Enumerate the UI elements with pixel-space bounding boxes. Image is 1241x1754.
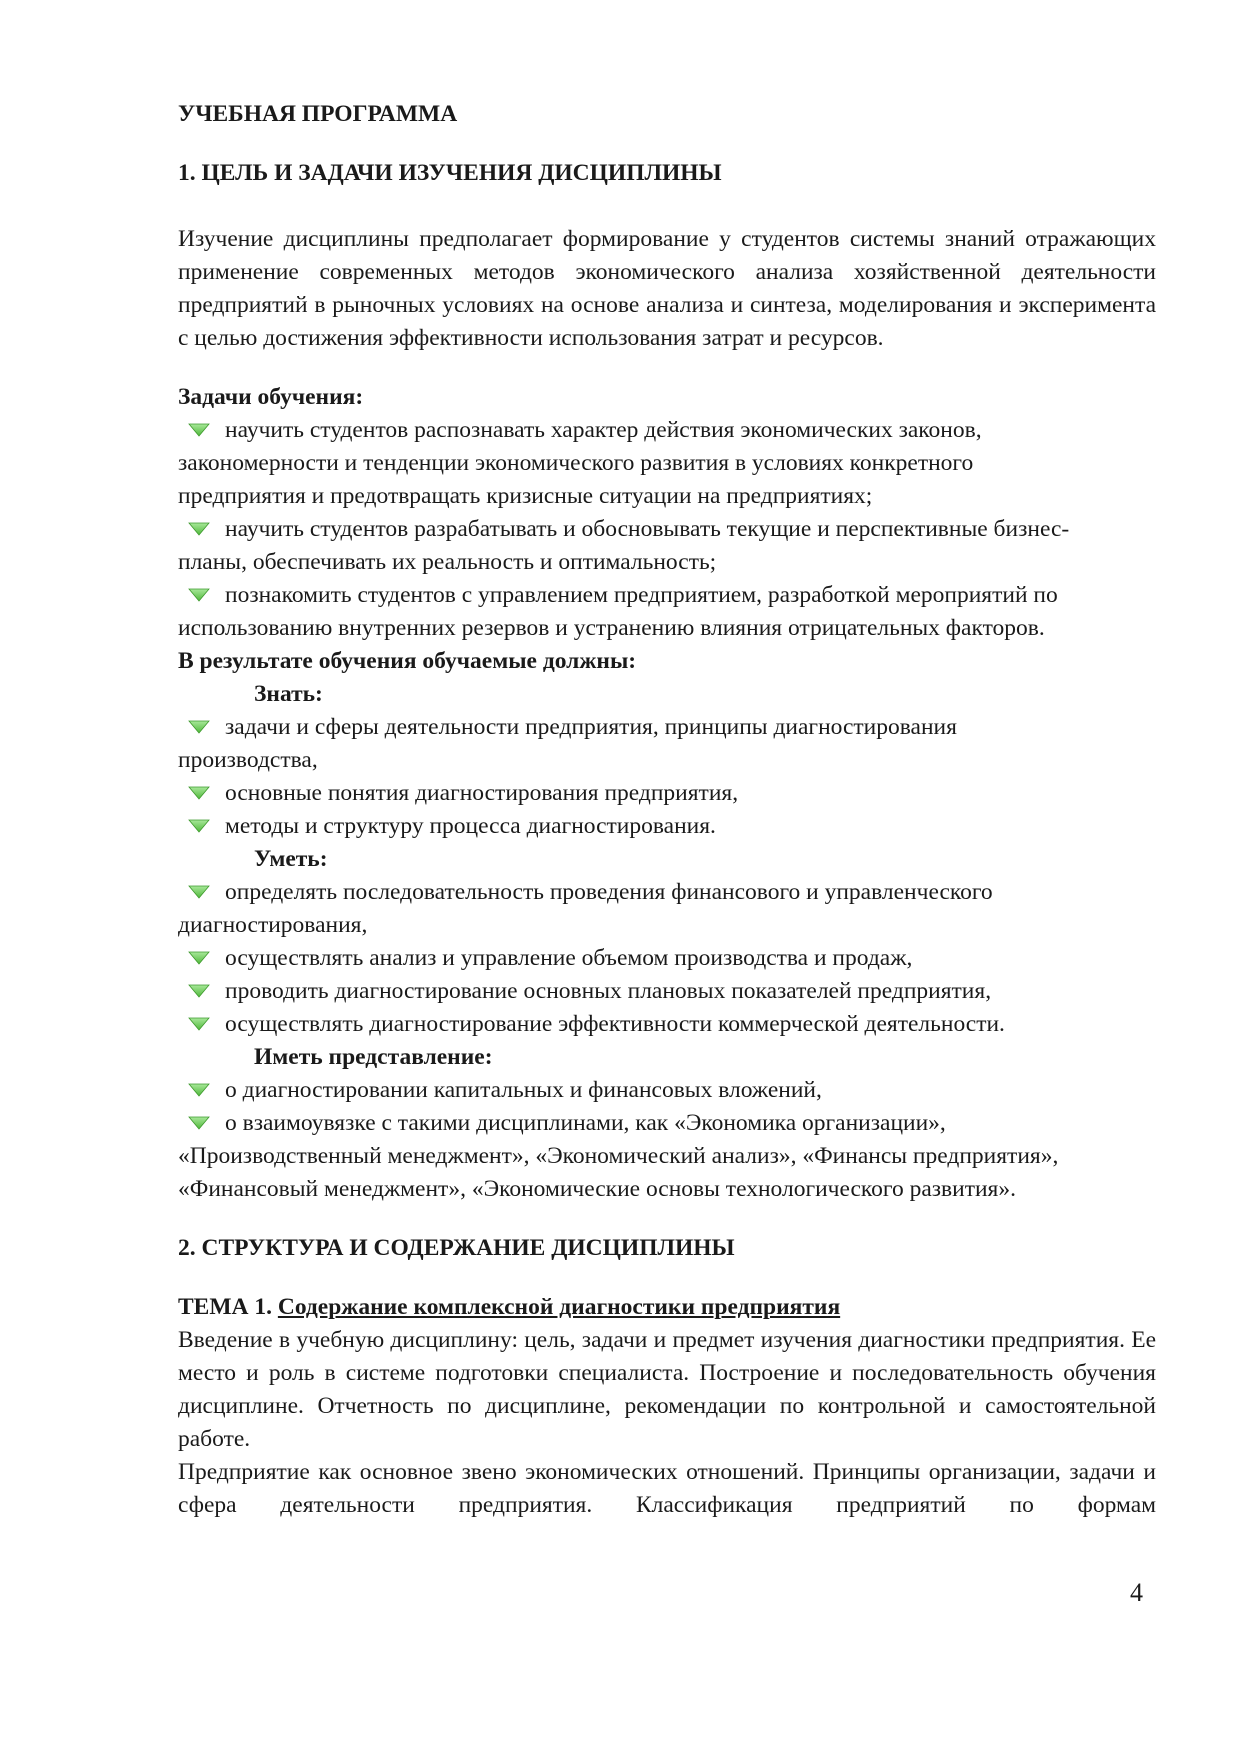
section-1-heading: 1. ЦЕЛЬ И ЗАДАЧИ ИЗУЧЕНИЯ ДИСЦИПЛИНЫ [178, 160, 722, 186]
bullet-item [178, 579, 1156, 645]
bullet-item-continuation: предприятия и предотвращать кризисные ситуации на предприятиях; [178, 483, 873, 509]
topic-1-title: Содержание комплексной диагностики предприятия [277, 1294, 841, 1320]
topic-1-heading [178, 1291, 1156, 1324]
bullet-item-first-line: определять последовательность проведения финансового и управленческого [225, 879, 993, 905]
know-heading: Знать: [254, 681, 323, 707]
section-2-heading: 2. СТРУКТУРА И СОДЕРЖАНИЕ ДИСЦИПЛИНЫ [178, 1235, 735, 1261]
idea-list [178, 1074, 1156, 1206]
bullet-item-continuation: «Финансовый менеджмент», «Экономические основы технологического развития». [178, 1176, 1016, 1202]
bullet-item [178, 777, 1156, 810]
bullet-item-first-line: о диагностировании капитальных и финансовых вложений, [225, 1077, 822, 1103]
bullet-item-continuation: диагностирования, [178, 912, 368, 938]
bullet-item [178, 1008, 1156, 1041]
results-heading: В результате обучения обучаемые должны: [178, 648, 637, 674]
topic-1-prefix: ТЕМА 1. [178, 1294, 278, 1320]
bullet-item-first-line: методы и структуру процесса диагностирования. [225, 813, 716, 839]
tasks-heading: Задачи обучения: [178, 384, 364, 410]
know-list [178, 711, 1156, 843]
bullet-item [178, 975, 1156, 1008]
idea-heading: Иметь представление: [254, 1044, 493, 1070]
tasks-list [178, 414, 1156, 645]
bullet-item-first-line: осуществлять диагностирование эффективности коммерческой деятельности. [225, 1011, 1005, 1037]
bullet-item [178, 711, 1156, 777]
can-heading: Уметь: [254, 846, 328, 872]
bullet-item [178, 414, 1156, 513]
bullet-item-continuation: планы, обеспечивать их реальность и оптимальность; [178, 549, 717, 575]
bullet-item [178, 876, 1156, 942]
intro-paragraph: Изучение дисциплины предполагает формирование у студентов системы знаний отражающих применение современных методов экономического анализа хозяйственной деятельности предприятий в рыночных условиях на основе анализа и синтеза, моделирования и эксперимента с целью достижения эффективности использования затрат и ресурсов. [178, 226, 1156, 351]
document-title: УЧЕБНАЯ ПРОГРАММА [178, 101, 458, 127]
bullet-item-first-line: осуществлять анализ и управление объемом производства и продаж, [225, 945, 913, 971]
bullet-item-first-line: научить студентов распознавать характер действия экономических законов, [225, 417, 982, 443]
document-page [178, 98, 1156, 1522]
bullet-item-continuation: закономерности и тенденции экономического развития в условиях конкретного [178, 450, 974, 476]
bullet-item-first-line: научить студентов разрабатывать и обосновывать текущие и перспективные бизнес- [225, 516, 1070, 542]
bullet-item-continuation: «Производственный менеджмент», «Экономический анализ», «Финансы предприятия», [178, 1143, 1059, 1169]
bullet-item-continuation: производства, [178, 747, 318, 773]
topic-1-paragraph-2: Предприятие как основное звено экономических отношений. Принципы организации, задачи и сфера деятельности предприятия. Классификация предприятий по формам [178, 1459, 1156, 1518]
bullet-item-continuation: использованию внутренних резервов и устранению влияния отрицательных факторов. [178, 615, 1045, 641]
bullet-item [178, 810, 1156, 843]
bullet-item [178, 1074, 1156, 1107]
bullet-item-first-line: задачи и сферы деятельности предприятия, принципы диагностирования [225, 714, 957, 740]
topic-1-paragraph-1: Введение в учебную дисциплину: цель, задачи и предмет изучения диагностики предприятия. Ее место и роль в системе подготовки специалиста. Построение и последовательность обучения дисциплине. Отчетность по дисциплине, рекомендации по контрольной и самостоятельной работе. [178, 1327, 1156, 1452]
bullet-item-first-line: о взаимоувязке с такими дисциплинами, как «Экономика организации», [225, 1110, 946, 1136]
bullet-item-first-line: познакомить студентов с управлением предприятием, разработкой мероприятий по [225, 582, 1058, 608]
bullet-item-first-line: проводить диагностирование основных плановых показателей предприятия, [225, 978, 992, 1004]
bullet-item [178, 942, 1156, 975]
can-list [178, 876, 1156, 1041]
page-number: 4 [1130, 1578, 1143, 1607]
bullet-item [178, 1107, 1156, 1206]
bullet-item-first-line: основные понятия диагностирования предприятия, [225, 780, 739, 806]
bullet-item [178, 513, 1156, 579]
